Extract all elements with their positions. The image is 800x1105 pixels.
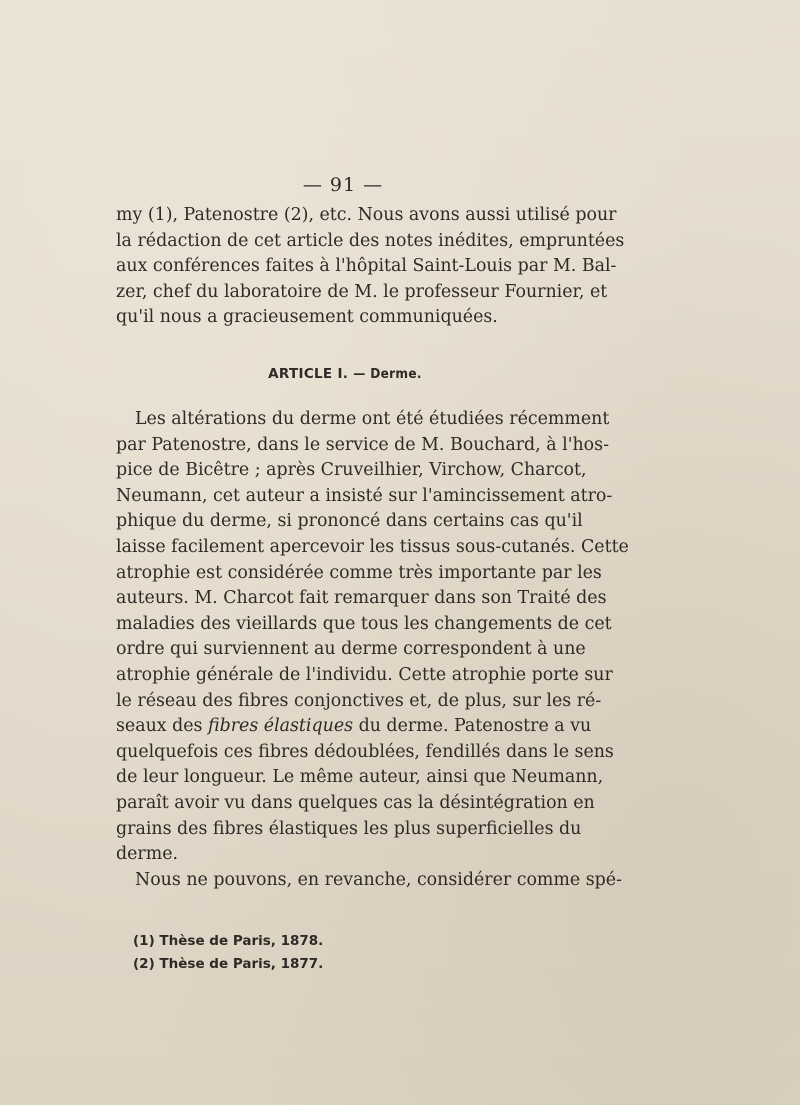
text-line: Nous ne pouvons, en revanche, considérer comme spé- xyxy=(135,870,622,890)
paragraph-derme xyxy=(116,407,629,868)
text-line: quelquefois ces fibres dédoublées, fendillés dans le sens xyxy=(116,741,614,762)
text-line: phique du derme, si prononcé dans certains cas qu'il xyxy=(116,511,583,532)
text-line: le réseau des fibres conjonctives et, de plus, sur les ré- xyxy=(116,690,602,711)
text-line: my (1), Patenostre (2), etc. Nous avons aussi utilisé pour xyxy=(116,205,617,225)
text-segment: seaux des xyxy=(116,716,208,737)
text-line: de leur longueur. Le même auteur, ainsi que Neumann, xyxy=(116,767,604,788)
text-line: qu'il nous a gracieusement communiquées. xyxy=(116,307,498,328)
paragraph-continuation xyxy=(116,203,625,331)
footnote-2: (2) Thèse de Paris, 1877. xyxy=(133,956,324,972)
article-heading-title: — Derme. xyxy=(353,366,422,382)
text-line: paraît avoir vu dans quelques cas la désintégration en xyxy=(116,792,595,813)
text-line: Les altérations du derme ont été étudiées récemment xyxy=(135,409,610,429)
article-heading xyxy=(0,364,690,384)
text-segment: du derme. Patenostre a vu xyxy=(353,716,592,737)
text-line: atrophie générale de l'individu. Cette atrophie porte sur xyxy=(116,664,613,685)
text-line: auteurs. M. Charcot fait remarquer dans son Traité des xyxy=(116,588,607,609)
text-line: laisse facilement apercevoir les tissus sous-cutanés. Cette xyxy=(116,536,629,557)
text-line: la rédaction de cet article des notes inédites, empruntées xyxy=(116,230,625,251)
text-line: ordre qui surviennent au derme correspondent à une xyxy=(116,639,586,660)
text-line: maladies des vieillards que tous les changements de cet xyxy=(116,613,612,634)
text-line-with-italic xyxy=(116,714,592,740)
footnotes xyxy=(133,930,323,976)
text-line: Neumann, cet auteur a insisté sur l'amincissement atro- xyxy=(116,485,613,506)
text-line: zer, chef du laboratoire de M. le professeur Fournier, et xyxy=(116,281,608,302)
page-number: — 91 — xyxy=(302,174,384,196)
text-line: grains des fibres élastiques les plus superficielles du xyxy=(116,818,582,839)
text-line: aux conférences faites à l'hôpital Saint-Louis par M. Bal- xyxy=(116,256,617,277)
text-line: pice de Bicêtre ; après Cruveilhier, Virchow, Charcot, xyxy=(116,460,587,481)
footnote-1: (1) Thèse de Paris, 1878. xyxy=(133,933,324,949)
text-line: atrophie est considérée comme très importante par les xyxy=(116,562,602,583)
paragraph-next xyxy=(116,868,622,894)
article-heading-label: ARTICLE I. xyxy=(268,366,349,382)
text-line: par Patenostre, dans le service de M. Bouchard, à l'hos- xyxy=(116,434,609,455)
italic-term: fibres élastiques xyxy=(208,716,354,737)
text-line: derme. xyxy=(116,844,179,865)
